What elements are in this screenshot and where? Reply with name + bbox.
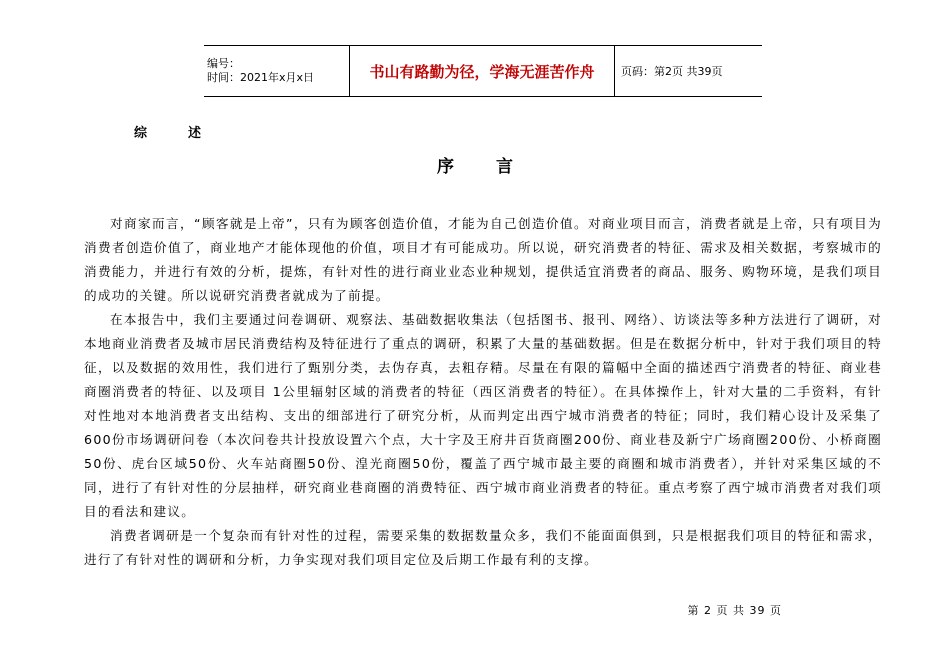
document-number-label: 编号： [207,57,240,70]
header-page-label: 页码：第2页 共39页 [621,65,723,78]
page-title: 序 言 [437,157,531,177]
paragraph: 在本报告中，我们主要通过问卷调研、观察法、基础数据收集法（包括图书、报刊、网络）、访谈法等多种方法进行了调研，对本地商业消费者及城市居民消费结构及特征进行了重点的调研，积累了大量的基础数据。但是在数据分析中，针对于我们项目的特征，以及数据的效用性，我们进行了甄别分类，去伪存真，去粗存精。尽量在有限的篇幅中全面的描述西宁消费者的特征、商业巷商圈消费者的特征、以及项目 1公里辐射区域的消费者的特征（西区消费者的特征）。在具体操作上，针对大量的二手资料，有针对性地对本地消费者支出结构、支出的细部进行了研究分析，从而判定出西宁城市消费者的特征；同时，我们精心设计及采集了 600份市场调研问卷（本次问卷共计投放设置六个点，大十字及王府井百货商圈200份、商业巷及新宁广场商圈200份、小桥商圈50份、虎台区域50份、火车站商圈50份、湟光商圈50份，覆盖了西宁城市最主要的商圈和城市消费者），并针对采集区域的不同，进行了有针对性的分层抽样，研究商业巷商圈的消费特征、西宁城市商业消费者的特征。重点考察了西宁城市消费者对我们项目的看法和建议。 [84,312,882,519]
paragraph: 对商家而言，“顾客就是上帝”，只有为顾客创造价值，才能为自己创造价值。对商业项目而言，消费者就是上帝，只有项目为消费者创造价值了，商业地产才能体现他的价值，项目才有可能成功。所以说，研究消费者的特征、需求及相关数据，考察城市的消费能力，并进行有效的分析，提炼，有针对性的进行商业业态业种规划，提供适宜消费者的商品、服务、购物环境，是我们项目的成功的关键。所以说研究消费者就成为了前提。 [84,216,882,303]
page-header [204,45,762,97]
header-meta [204,46,350,97]
paragraph: 消费者调研是一个复杂而有针对性的过程，需要采集的数据数量众多，我们不能面面俱到，只是根据我们项目的特征和需求，进行了有针对性的调研和分析，力争实现对我们项目定位及后期工作最有利的支撑。 [84,528,882,567]
page-footer: 第 2 页 共 39 页 [687,604,782,617]
header-motto: 书山有路勤为径，学海无涯苦作舟 [350,46,615,97]
section-label: 综 述 [134,126,216,141]
body-text [84,212,882,572]
document-time-label: 时间：2021年x月x日 [207,71,315,84]
